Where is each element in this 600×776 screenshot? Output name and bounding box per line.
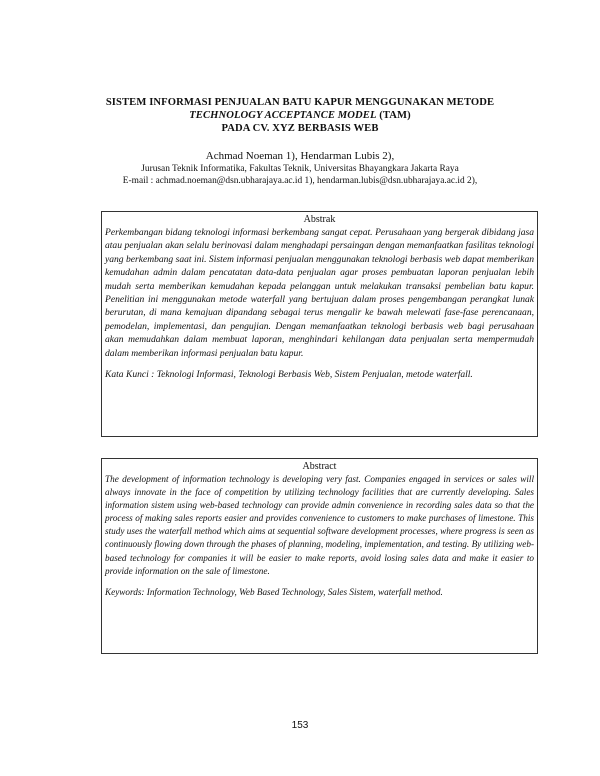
author-affiliation: Jurusan Teknik Informatika, Fakultas Teknik, Universitas Bhayangkara Jakarta Raya: [141, 164, 459, 174]
abstrak-box: [101, 211, 538, 437]
abstract-body: The development of information technology is developing very fast. Companies engaged in services or sales will always innovate in the face of competition by utilizing technology facilities that are currently developing. Sales information sistem using web-based technology can provide admin convenience in recording sales data so that the process of making sales reports easier and provides convenience to customers to make purchases of limestone. This study uses the waterfall method which aims at sequential software development processes, where progress is seen as continuously flowing down through the phases of planning, modeling, implementation, and testing. By utilizing web-based technology for companies it will be easier to make reports, avoid losing sales data and make it easier to provide information on the sale of limestone.: [105, 474, 534, 576]
title-line-3: PADA CV. XYZ BERBASIS WEB: [221, 123, 379, 134]
paper-title: [40, 96, 560, 135]
page-number: 153: [291, 720, 309, 731]
abstract-heading: Abstract: [302, 461, 337, 472]
author-names: Achmad Noeman 1), Hendarman Lubis 2),: [205, 150, 395, 162]
abstrak-body: Perkembangan bidang teknologi informasi berkembang sangat cepat. Perusahaan yang bergerak dibidang jasa atau penjualan akan selalu berinovasi dalam menghadapi persaingan dengan memanfaatkan fasilitas teknologi yang berkembang saat ini. Sistem informasi penjualan menggunakan teknologi berbasis web dapat memberikan kemudahan admin dalam pencatatan data-data penjualan agar proses pembuatan laporan penjualan lebih mudah serta memberikan kemudahan kepada pelanggan untuk melakukan transaksi pembelian batu kapur. Penelitian ini menggunakan metode waterfall yang bertujuan dalam proses pengembangan perangkat lunak berurutan, di mana kemajuan dipandang sebagai terus mengalir ke bawah melewati fase-fase perencanaan, pemodelan, implementasi, dan pengujian. Dengan memanfaatkan teknologi berbasis web bagi perusahaan akan memudahkan dalam membuat laporan, menghindari kehilangan data penjualan serta mempermudah dalam memberikan informasi penjualan batu kapur.: [105, 227, 534, 359]
abstract-box: [101, 458, 538, 654]
author-email: E-mail : achmad.noeman@dsn.ubharajaya.ac.id 1), hendarman.lubis@dsn.ubharajaya.ac.id 2),: [122, 176, 478, 186]
author-block: [40, 149, 560, 187]
title-line-2-rest: (TAM): [376, 110, 411, 121]
abstrak-keywords: Kata Kunci : Teknologi Informasi, Teknologi Berbasis Web, Sistem Penjualan, metode waterfall.: [105, 369, 473, 381]
abstract-keywords: Keywords: Information Technology, Web Based Technology, Sales Sistem, waterfall method.: [105, 586, 443, 597]
title-line-2: [40, 109, 560, 122]
title-line-2-italic: TECHNOLOGY ACCEPTANCE MODEL: [189, 110, 377, 121]
title-line-1: SISTEM INFORMASI PENJUALAN BATU KAPUR MENGGUNAKAN METODE: [105, 97, 495, 108]
abstrak-heading: Abstrak: [303, 214, 336, 225]
